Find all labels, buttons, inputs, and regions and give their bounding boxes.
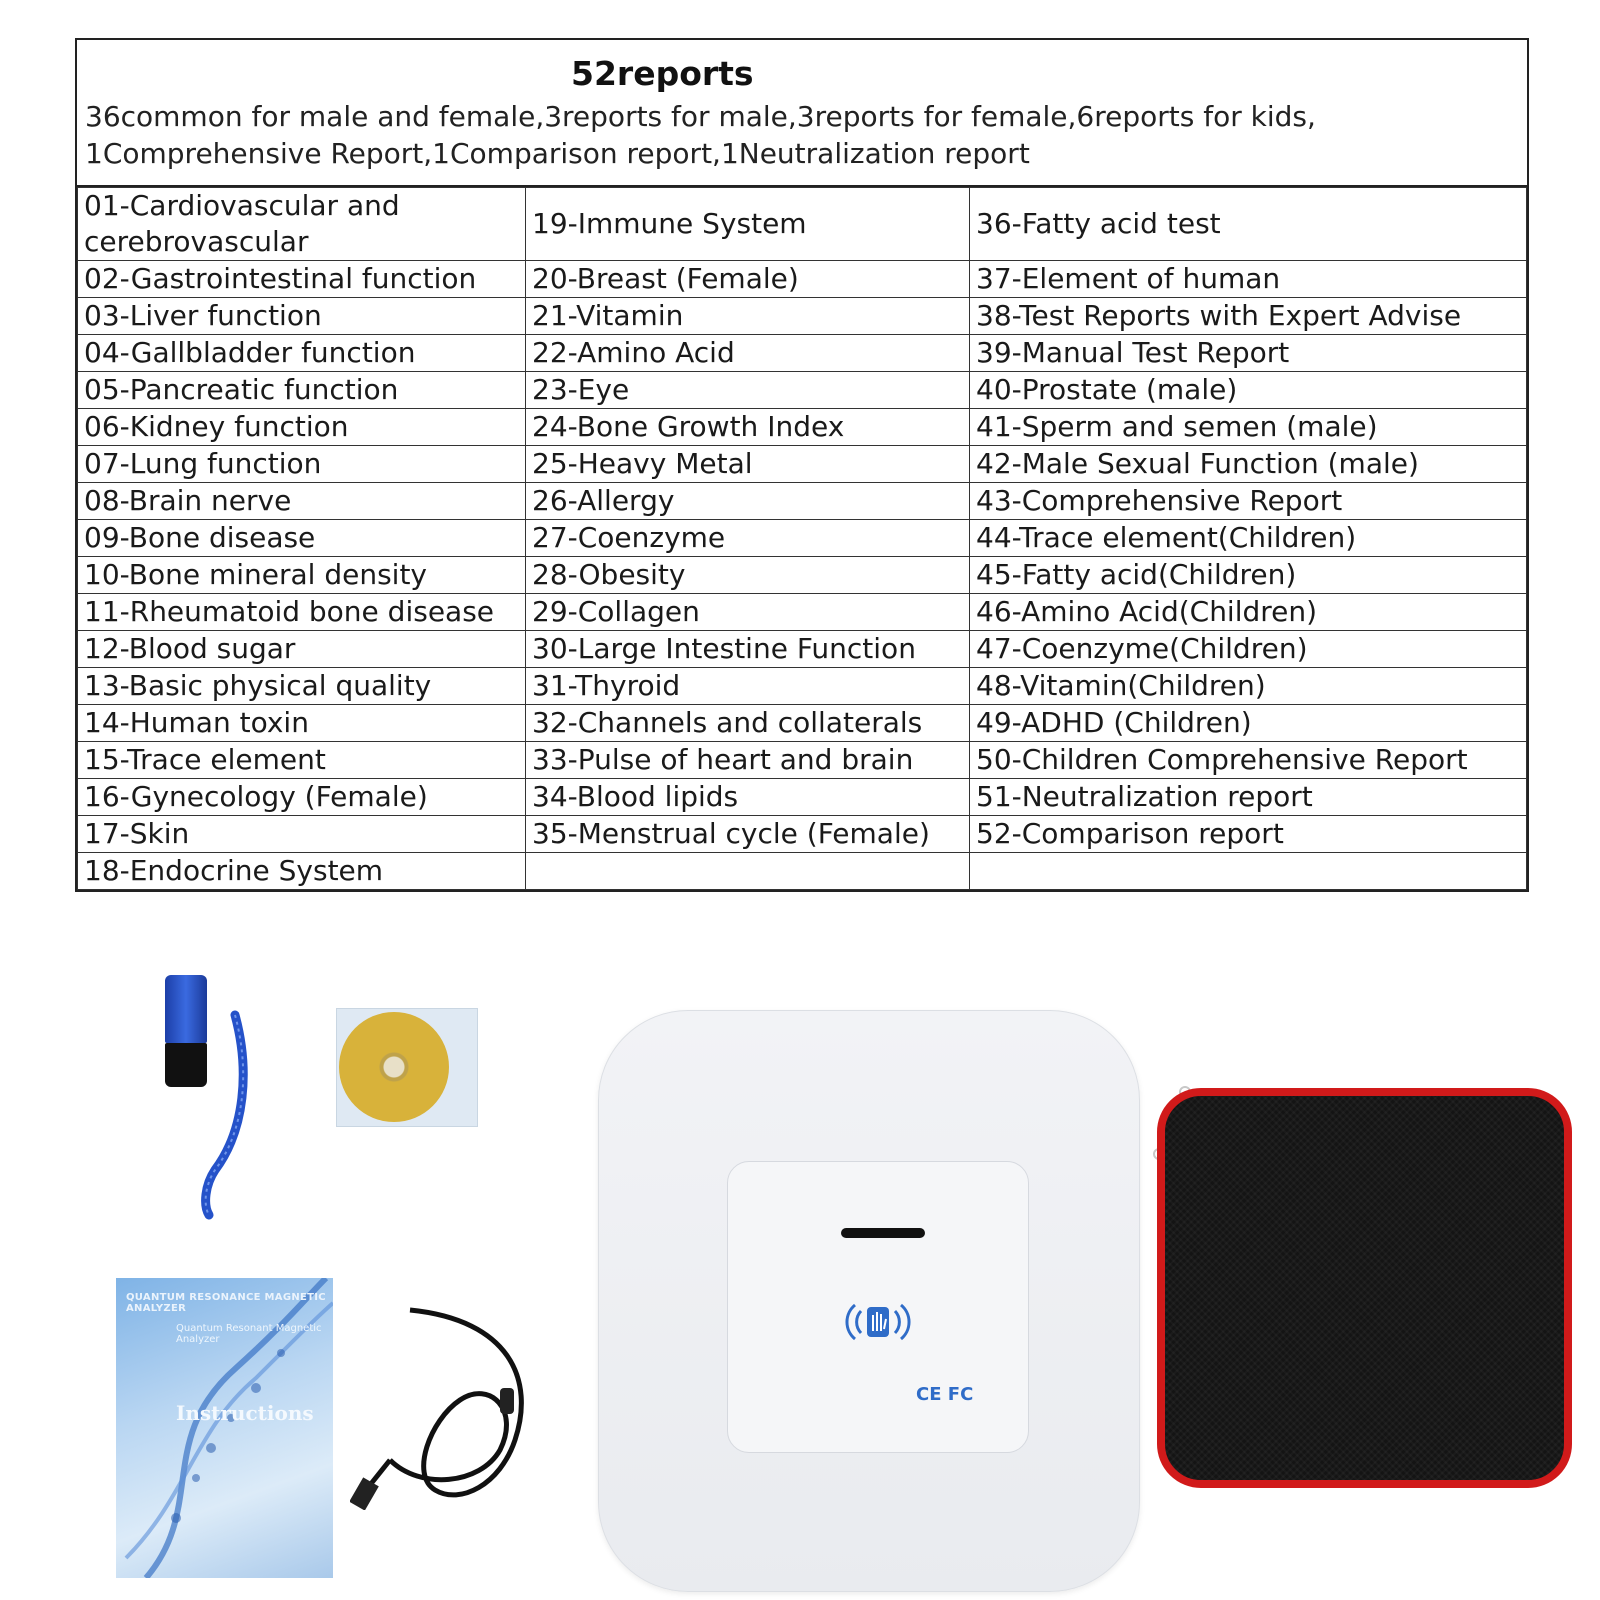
report-cell: 16-Gynecology (Female): [78, 779, 526, 816]
report-row: [78, 483, 1527, 520]
report-cell: 48-Vitamin(Children): [970, 668, 1527, 705]
carrying-case: [1157, 1088, 1572, 1488]
report-row: [78, 335, 1527, 372]
reports-summary-line-2: 1Comprehensive Report,1Comparison report,1Neutralization report: [85, 137, 1030, 170]
reports-table: [77, 187, 1527, 890]
reports-title: 52reports: [571, 54, 754, 93]
manual-title: QUANTUM RESONANCE MAGNETIC ANALYZER: [126, 1292, 326, 1314]
report-cell: 38-Test Reports with Expert Advise: [970, 298, 1527, 335]
report-cell: 22-Amino Acid: [526, 335, 970, 372]
report-cell: 24-Bone Growth Index: [526, 409, 970, 446]
report-cell: 49-ADHD (Children): [970, 705, 1527, 742]
report-cell: 23-Eye: [526, 372, 970, 409]
report-row: [78, 446, 1527, 483]
certification-marks: CE FC: [916, 1384, 974, 1405]
analyzer-device: [598, 1010, 1140, 1592]
report-cell: 36-Fatty acid test: [970, 188, 1527, 261]
report-row: [78, 372, 1527, 409]
report-row: [78, 779, 1527, 816]
report-cell: 19-Immune System: [526, 188, 970, 261]
report-cell: 32-Channels and collaterals: [526, 705, 970, 742]
report-cell: 27-Coenzyme: [526, 520, 970, 557]
report-cell: 12-Blood sugar: [78, 631, 526, 668]
report-row: [78, 409, 1527, 446]
report-cell: 52-Comparison report: [970, 816, 1527, 853]
report-cell: 45-Fatty acid(Children): [970, 557, 1527, 594]
report-cell: 47-Coenzyme(Children): [970, 631, 1527, 668]
report-cell: 20-Breast (Female): [526, 261, 970, 298]
cd-disc-icon: [339, 1012, 449, 1122]
instruction-manual: [116, 1278, 333, 1578]
report-cell: 29-Collagen: [526, 594, 970, 631]
report-row: [78, 853, 1527, 890]
report-row: [78, 298, 1527, 335]
report-cell: 01-Cardiovascular and cerebrovascular: [78, 188, 526, 261]
report-cell: 28-Obesity: [526, 557, 970, 594]
report-cell: 39-Manual Test Report: [970, 335, 1527, 372]
report-row: [78, 188, 1527, 261]
report-cell: 21-Vitamin: [526, 298, 970, 335]
report-cell: 46-Amino Acid(Children): [970, 594, 1527, 631]
report-cell: 02-Gastrointestinal function: [78, 261, 526, 298]
report-cell: 44-Trace element(Children): [970, 520, 1527, 557]
report-cell: 42-Male Sexual Function (male): [970, 446, 1527, 483]
report-row: [78, 520, 1527, 557]
report-cell: 40-Prostate (male): [970, 372, 1527, 409]
report-cell: 15-Trace element: [78, 742, 526, 779]
report-cell: 05-Pancreatic function: [78, 372, 526, 409]
report-cell: 33-Pulse of heart and brain: [526, 742, 970, 779]
usb-dongle-icon: [165, 975, 207, 1087]
report-cell: 35-Menstrual cycle (Female): [526, 816, 970, 853]
report-cell: 11-Rheumatoid bone disease: [78, 594, 526, 631]
reports-summary-line-1: 36common for male and female,3reports for male,3reports for female,6reports for kids,: [85, 100, 1316, 133]
report-row: [78, 705, 1527, 742]
report-cell: 03-Liver function: [78, 298, 526, 335]
report-cell: [970, 853, 1527, 890]
report-row: [78, 261, 1527, 298]
report-cell: 09-Bone disease: [78, 520, 526, 557]
report-cell: 17-Skin: [78, 816, 526, 853]
report-cell: 04-Gallbladder function: [78, 335, 526, 372]
report-row: [78, 668, 1527, 705]
report-row: [78, 557, 1527, 594]
report-cell: [526, 853, 970, 890]
reports-sheet: [75, 38, 1529, 892]
report-cell: 34-Blood lipids: [526, 779, 970, 816]
report-cell: 14-Human toxin: [78, 705, 526, 742]
report-cell: 10-Bone mineral density: [78, 557, 526, 594]
report-row: [78, 742, 1527, 779]
manual-label: Instructions: [176, 1401, 314, 1425]
usb-cable-icon: [350, 1300, 540, 1510]
report-cell: 43-Comprehensive Report: [970, 483, 1527, 520]
report-cell: 06-Kidney function: [78, 409, 526, 446]
device-top-panel: [727, 1161, 1029, 1453]
device-indicator-slot: [841, 1228, 925, 1238]
report-row: [78, 594, 1527, 631]
report-cell: 13-Basic physical quality: [78, 668, 526, 705]
report-cell: 18-Endocrine System: [78, 853, 526, 890]
report-cell: 50-Children Comprehensive Report: [970, 742, 1527, 779]
reports-header: [77, 40, 1527, 187]
report-cell: 41-Sperm and semen (male): [970, 409, 1527, 446]
hand-sensor-icon: [843, 1297, 913, 1347]
report-cell: 26-Allergy: [526, 483, 970, 520]
report-cell: 30-Large Intestine Function: [526, 631, 970, 668]
report-cell: 07-Lung function: [78, 446, 526, 483]
report-cell: 37-Element of human: [970, 261, 1527, 298]
report-cell: 25-Heavy Metal: [526, 446, 970, 483]
report-row: [78, 631, 1527, 668]
manual-subtitle: Quantum Resonant Magnetic Analyzer: [176, 1323, 322, 1345]
report-cell: 51-Neutralization report: [970, 779, 1527, 816]
report-row: [78, 816, 1527, 853]
report-cell: 08-Brain nerve: [78, 483, 526, 520]
report-cell: 31-Thyroid: [526, 668, 970, 705]
